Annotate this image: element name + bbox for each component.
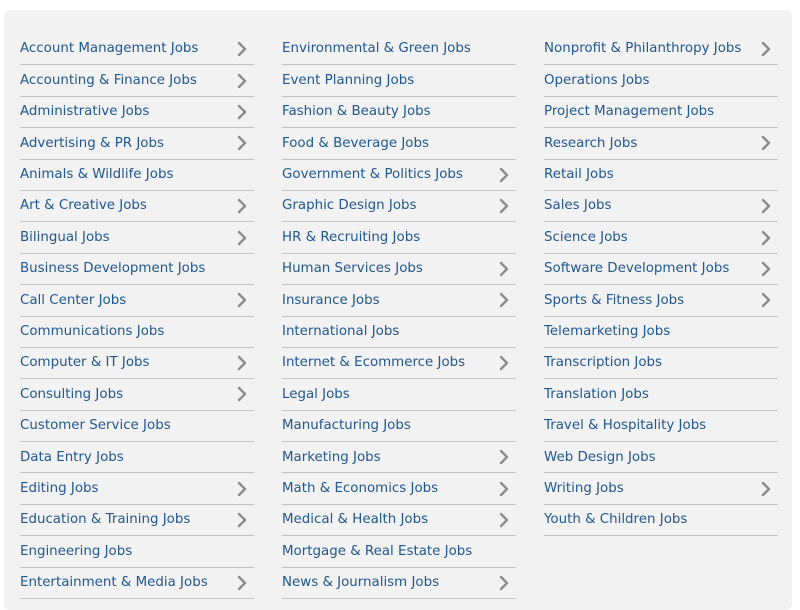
category-link-accounting-and-finance-jobs[interactable] (20, 65, 254, 96)
chevron-right-icon[interactable] (234, 512, 250, 528)
category-column-1 (20, 34, 254, 599)
category-label: International Jobs (282, 324, 400, 339)
category-label: Internet & Ecommerce Jobs (282, 355, 466, 371)
chevron-right-icon[interactable] (496, 261, 512, 277)
chevron-right-icon[interactable] (234, 41, 250, 57)
category-label: Bilingual Jobs (20, 229, 110, 245)
category-link-bilingual-jobs[interactable] (20, 222, 254, 253)
category-label: Human Services Jobs (282, 261, 423, 277)
category-link-environmental-and-green-jobs[interactable] (282, 34, 516, 65)
category-link-sports-and-fitness-jobs[interactable] (544, 285, 778, 316)
category-label: Account Management Jobs (20, 41, 199, 57)
category-link-event-planning-jobs[interactable] (282, 65, 516, 96)
category-link-human-services-jobs[interactable] (282, 254, 516, 285)
category-label: Business Development Jobs (20, 261, 206, 277)
category-label: Sales Jobs (544, 198, 612, 214)
category-label: Retail Jobs (544, 167, 614, 183)
chevron-right-icon[interactable] (234, 386, 250, 402)
category-label: News & Journalism Jobs (282, 575, 440, 591)
chevron-right-icon[interactable] (234, 104, 250, 120)
category-label: Operations Jobs (544, 72, 650, 88)
category-label: Software Development Jobs (544, 261, 730, 277)
category-link-insurance-jobs[interactable] (282, 285, 516, 316)
category-label: Government & Politics Jobs (282, 167, 463, 183)
chevron-right-icon[interactable] (496, 167, 512, 183)
category-link-legal-jobs[interactable] (282, 379, 516, 410)
category-link-customer-service-jobs[interactable] (20, 411, 254, 442)
category-link-fashion-and-beauty-jobs[interactable] (282, 97, 516, 128)
category-link-art-and-creative-jobs[interactable] (20, 191, 254, 222)
category-link-editing-jobs[interactable] (20, 473, 254, 504)
category-label: Web Design Jobs (544, 449, 656, 465)
category-link-graphic-design-jobs[interactable] (282, 191, 516, 222)
category-label: Customer Service Jobs (20, 418, 171, 434)
category-label: Travel & Hospitality Jobs (544, 418, 707, 434)
category-label: Telemarketing Jobs (544, 324, 671, 339)
category-label: Manufacturing Jobs (282, 418, 411, 434)
category-label: Event Planning Jobs (282, 72, 415, 88)
category-label: Medical & Health Jobs (282, 512, 429, 528)
category-link-account-management-jobs[interactable] (20, 34, 254, 65)
category-link-entertainment-and-media-jobs[interactable] (20, 568, 254, 599)
category-label: Transcription Jobs (544, 355, 662, 371)
category-label: Mortgage & Real Estate Jobs (282, 543, 473, 559)
chevron-right-icon[interactable] (234, 481, 250, 497)
category-label: Engineering Jobs (20, 543, 133, 559)
chevron-right-icon[interactable] (234, 230, 250, 246)
category-label: Environmental & Green Jobs (282, 41, 471, 57)
chevron-right-icon[interactable] (758, 198, 774, 214)
category-label: Project Management Jobs (544, 104, 715, 120)
category-label: Computer & IT Jobs (20, 355, 150, 371)
chevron-right-icon[interactable] (234, 135, 250, 151)
category-link-research-jobs[interactable] (544, 128, 778, 159)
chevron-right-icon[interactable] (496, 198, 512, 214)
category-label: Translation Jobs (544, 386, 649, 402)
category-link-web-design-jobs[interactable] (544, 442, 778, 473)
category-link-writing-jobs[interactable] (544, 473, 778, 504)
chevron-right-icon[interactable] (758, 292, 774, 308)
category-link-education-and-training-jobs[interactable] (20, 505, 254, 536)
category-link-mortgage-and-real-estate-jobs[interactable] (282, 536, 516, 567)
category-link-business-development-jobs[interactable] (20, 254, 254, 285)
category-label: HR & Recruiting Jobs (282, 229, 421, 245)
category-link-retail-jobs[interactable] (544, 160, 778, 191)
category-label: Food & Beverage Jobs (282, 135, 429, 151)
chevron-right-icon[interactable] (234, 355, 250, 371)
category-link-animals-and-wildlife-jobs[interactable] (20, 160, 254, 191)
category-link-news-and-journalism-jobs[interactable] (282, 568, 516, 599)
category-link-sales-jobs[interactable] (544, 191, 778, 222)
category-link-consulting-jobs[interactable] (20, 379, 254, 410)
category-label: Science Jobs (544, 229, 628, 245)
category-link-call-center-jobs[interactable] (20, 285, 254, 316)
category-link-medical-and-health-jobs[interactable] (282, 505, 516, 536)
category-label: Call Center Jobs (20, 292, 127, 308)
category-column-3 (544, 34, 778, 536)
category-link-transcription-jobs[interactable] (544, 348, 778, 379)
category-label: Entertainment & Media Jobs (20, 575, 208, 591)
chevron-right-icon[interactable] (496, 512, 512, 528)
category-label: Art & Creative Jobs (20, 198, 147, 214)
category-label: Communications Jobs (20, 324, 165, 339)
category-column-2 (282, 34, 516, 599)
category-link-international-jobs[interactable] (282, 317, 516, 348)
chevron-right-icon[interactable] (496, 355, 512, 371)
category-label: Writing Jobs (544, 480, 624, 496)
category-link-nonprofit-and-philanthropy-jobs[interactable] (544, 34, 778, 65)
category-link-manufacturing-jobs[interactable] (282, 411, 516, 442)
chevron-right-icon[interactable] (758, 481, 774, 497)
category-label: Marketing Jobs (282, 449, 381, 465)
chevron-right-icon[interactable] (234, 198, 250, 214)
category-label: Legal Jobs (282, 386, 350, 402)
category-link-telemarketing-jobs[interactable] (544, 317, 778, 348)
category-link-travel-and-hospitality-jobs[interactable] (544, 411, 778, 442)
chevron-right-icon[interactable] (758, 135, 774, 151)
category-link-administrative-jobs[interactable] (20, 97, 254, 128)
category-label: Accounting & Finance Jobs (20, 72, 197, 88)
category-link-computer-and-it-jobs[interactable] (20, 348, 254, 379)
category-link-advertising-and-pr-jobs[interactable] (20, 128, 254, 159)
category-link-science-jobs[interactable] (544, 222, 778, 253)
category-link-hr-and-recruiting-jobs[interactable] (282, 222, 516, 253)
category-label: Graphic Design Jobs (282, 198, 417, 214)
category-link-youth-and-children-jobs[interactable] (544, 505, 778, 536)
chevron-right-icon[interactable] (758, 41, 774, 57)
category-link-government-and-politics-jobs[interactable] (282, 160, 516, 191)
job-categories-panel (4, 10, 792, 610)
chevron-right-icon[interactable] (234, 73, 250, 89)
category-link-marketing-jobs[interactable] (282, 442, 516, 473)
category-link-software-development-jobs[interactable] (544, 254, 778, 285)
category-label: Administrative Jobs (20, 104, 150, 120)
chevron-right-icon[interactable] (496, 575, 512, 591)
chevron-right-icon[interactable] (758, 230, 774, 246)
category-label: Editing Jobs (20, 480, 99, 496)
category-label: Consulting Jobs (20, 386, 124, 402)
category-link-internet-and-ecommerce-jobs[interactable] (282, 348, 516, 379)
category-link-operations-jobs[interactable] (544, 65, 778, 96)
category-link-project-management-jobs[interactable] (544, 97, 778, 128)
category-label: Education & Training Jobs (20, 512, 191, 528)
category-label: Research Jobs (544, 135, 638, 151)
category-link-math-and-economics-jobs[interactable] (282, 473, 516, 504)
category-label: Nonprofit & Philanthropy Jobs (544, 41, 742, 57)
chevron-right-icon[interactable] (496, 292, 512, 308)
category-label: Insurance Jobs (282, 292, 380, 308)
category-link-translation-jobs[interactable] (544, 379, 778, 410)
category-label: Data Entry Jobs (20, 449, 124, 465)
category-link-communications-jobs[interactable] (20, 317, 254, 348)
category-label: Animals & Wildlife Jobs (20, 167, 174, 183)
category-link-data-entry-jobs[interactable] (20, 442, 254, 473)
chevron-right-icon[interactable] (496, 481, 512, 497)
category-label: Advertising & PR Jobs (20, 135, 164, 151)
chevron-right-icon[interactable] (496, 449, 512, 465)
chevron-right-icon[interactable] (758, 261, 774, 277)
category-link-food-and-beverage-jobs[interactable] (282, 128, 516, 159)
chevron-right-icon[interactable] (234, 575, 250, 591)
category-link-engineering-jobs[interactable] (20, 536, 254, 567)
category-label: Fashion & Beauty Jobs (282, 104, 431, 120)
category-label: Youth & Children Jobs (544, 512, 688, 528)
category-label: Math & Economics Jobs (282, 480, 439, 496)
chevron-right-icon[interactable] (234, 292, 250, 308)
category-label: Sports & Fitness Jobs (544, 292, 685, 308)
